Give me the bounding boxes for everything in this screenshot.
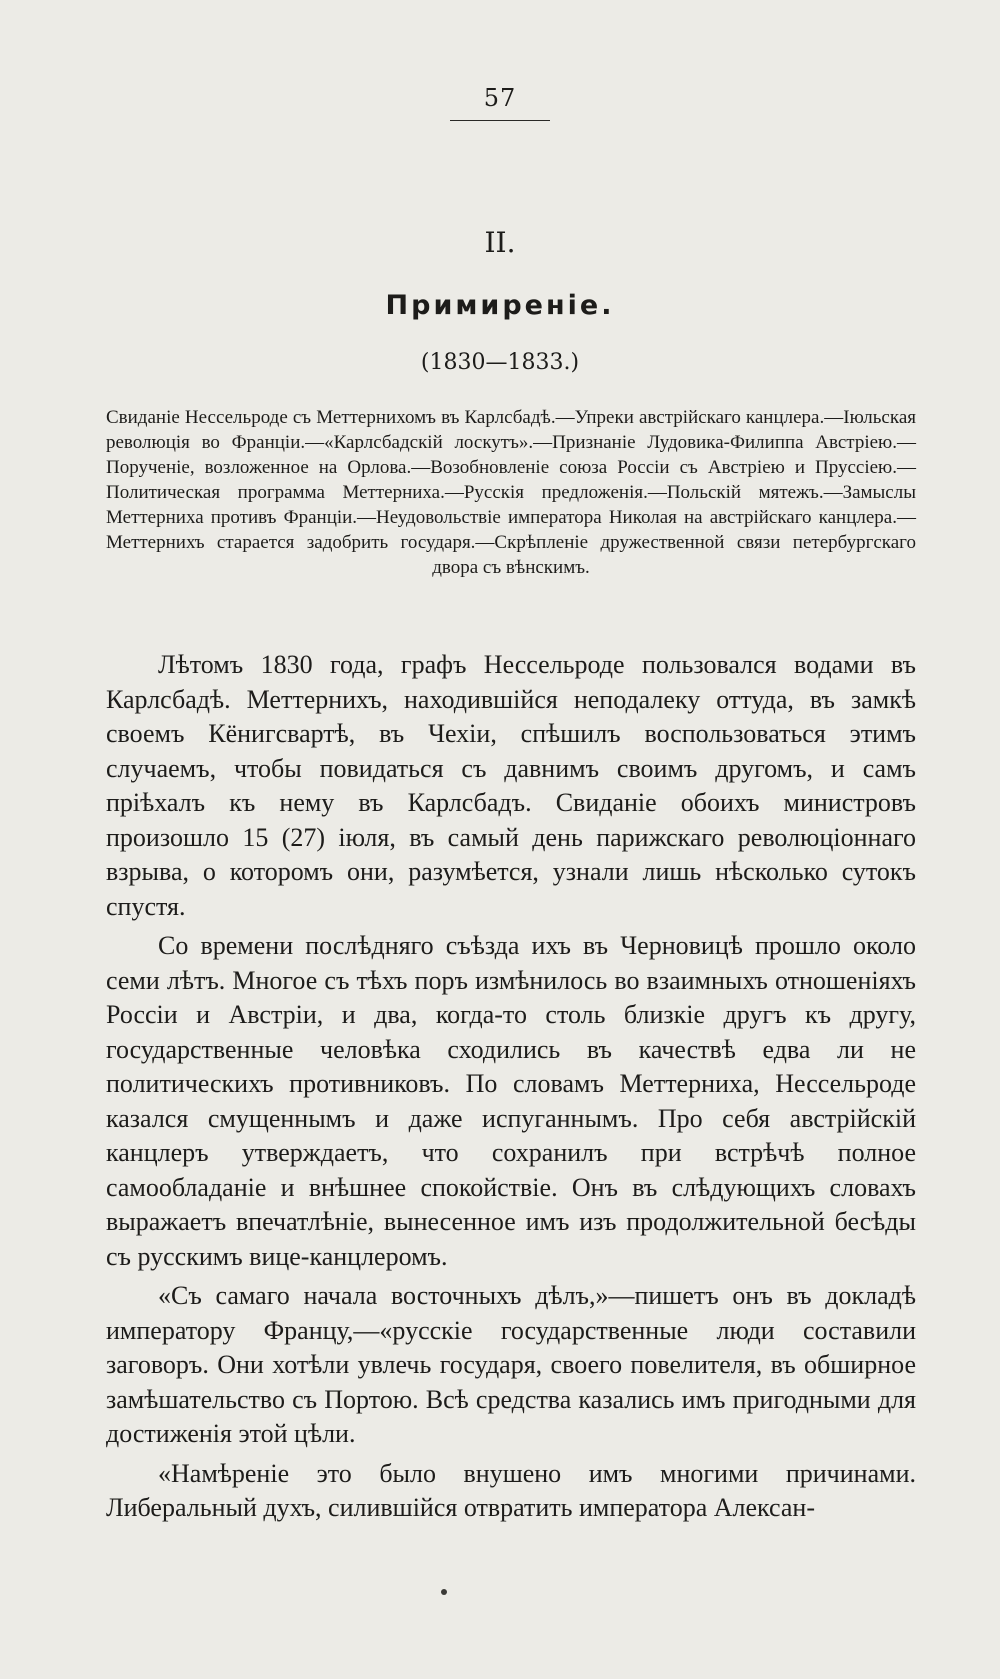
paragraph-2: Со времени послѣдняго съѣзда ихъ въ Черновицѣ прошло около семи лѣтъ. Многое съ тѣхъ поръ измѣнилось во взаимныхъ отношеніяхъ Россіи и Австріи, и два, когда-то столь близкіе другъ къ другу, государственные человѣка сходились въ качествѣ едва ли не политическихъ противниковъ. По словамъ Меттерниха, Нессельроде казался смущеннымъ и даже испуганнымъ. Про себя австрійскій канцлеръ утверждаетъ, что сохранилъ при встрѣчѣ полное самообладаніе и внѣшнее спокойствіе. Онъ въ слѣдующихъ словахъ выражаетъ впечатлѣніе, вынесенное имъ изъ продолжительной бесѣды съ русскимъ вице-канцлеромъ. xyxy=(106,931,916,1271)
paragraph-3: «Съ самаго начала восточныхъ дѣлъ,»—пишетъ онъ въ докладѣ императору Францу,—«русскіе государственные люди составили заговоръ. Они хотѣли увлечь государя, своего повелителя, въ обширное замѣшательство съ Портою. Всѣ средства казались имъ пригодными для достиженія этой цѣли. xyxy=(106,1281,916,1448)
print-mark xyxy=(441,1589,447,1595)
body-text xyxy=(106,648,916,1531)
chapter-dates: (1830—1833.) xyxy=(420,350,580,375)
chapter-number: II. xyxy=(484,226,516,259)
page-number-rule xyxy=(450,120,550,121)
chapter-summary: Свиданіе Нессельроде съ Меттернихомъ въ Карлсбадѣ.—Упреки австрійскаго канцлера.—Іюльская революція во Франціи.—«Карлсбадскій лоскутъ».—Признаніе Лудовика-Филиппа Австріею.—Порученіе, возложенное на Орлова.—Возобновленіе союза Россіи съ Австріею и Пруссіею.—Политическая программа Меттерниха.—Русскія предложенія.—Польскій мятежъ.—Замыслы Меттерниха противъ Франціи.—Неудовольствіе императора Николая на австрійскаго канцлера.—Меттернихъ старается задобрить государя.—Скрѣпленіе дружественной связи петербургскаго двора съ вѣнскимъ. xyxy=(106,407,916,578)
chapter-title: Примиреніе. xyxy=(385,290,615,321)
paragraph-4: «Намѣреніе это было внушено имъ многими причинами. Либеральный духъ, силившійся отвратить императора Алексан- xyxy=(106,1458,916,1522)
page-number: 57 xyxy=(483,84,517,112)
paragraph-1: Лѣтомъ 1830 года, графъ Нессельроде пользовался водами въ Карлсбадѣ. Меттернихъ, находившійся неподалеку оттуда, въ замкѣ своемъ Кёнигсвартѣ, въ Чехіи, спѣшилъ воспользоваться этимъ случаемъ, чтобы повидаться съ давнимъ своимъ другомъ, и самъ пріѣхалъ къ нему въ Карлсбадъ. Свиданіе обоихъ министровъ произошло 15 (27) іюля, въ самый день парижскаго революціоннаго взрыва, о которомъ они, разумѣется, узнали лишь нѣсколько сутокъ спустя. xyxy=(106,650,916,921)
